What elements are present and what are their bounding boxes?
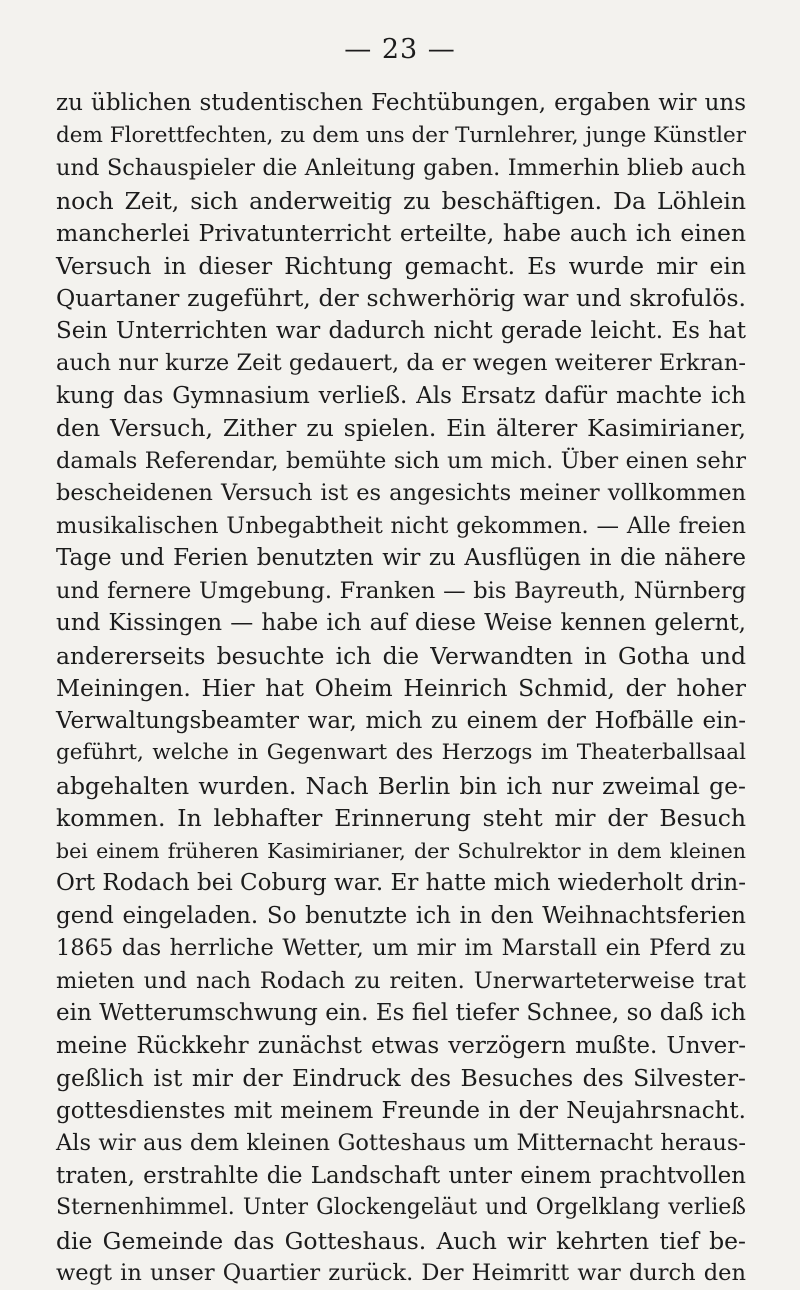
text-line: Sein Unterrichten war dadurch nicht gerade leicht. Es hat [56, 317, 746, 344]
text-line: und Kissingen — habe ich auf diese Weise kennen gelernt, [56, 610, 746, 636]
text-line: und fernere Umgebung. Franken — bis Bayreuth, Nürnberg [56, 577, 746, 604]
text-line: mancherlei Privatunterricht erteilte, habe auch ich einen [56, 219, 746, 247]
text-line: gend eingeladen. So benutzte ich in den Weihnachtsferien [56, 902, 746, 929]
text-line: und Schauspieler die Anleitung gaben. Immerhin blieb auch [56, 155, 746, 181]
text-line: Meiningen. Hier hat Oheim Heinrich Schmid, der hoher [56, 674, 746, 702]
text-line: gottesdienstes mit meinem Freunde in der Neujahrsnacht. [56, 1097, 746, 1124]
text-line: traten, erstrahlte die Landschaft unter einem prachtvollen [56, 1162, 746, 1189]
text-line: auch nur kurze Zeit gedauert, da er wegen weiterer Erkran- [56, 350, 746, 376]
text-line: noch Zeit, sich anderweitig zu beschäftigen. Da Löhlein [56, 186, 746, 215]
text-line: damals Referendar, bemühte sich um mich. Über einen sehr [56, 447, 746, 474]
text-line: musikalischen Unbegabtheit nicht gekommen. — Alle freien [56, 512, 746, 539]
text-line: Versuch in dieser Richtung gemacht. Es wurde mir ein [56, 251, 746, 280]
text-line: dem Florettfechten, zu dem uns der Turnlehrer, junge Künstler [56, 122, 746, 148]
text-line: mieten und nach Rodach zu reiten. Unerwarteterweise trat [56, 967, 746, 994]
text-line: Tage und Ferien benutzten wir zu Ausflügen in die nähere [56, 545, 746, 571]
text-line: bei einem früheren Kasimirianer, der Schulrektor in dem kleinen [56, 838, 746, 863]
text-line: ein Wetterumschwung ein. Es fiel tiefer Schnee, so daß ich [56, 1000, 746, 1026]
text-line: den Versuch, Zither zu spielen. Ein älterer Kasimirianer, [56, 414, 746, 442]
text-line: geführt, welche in Gegenwart des Herzogs im Theaterballsaal [56, 740, 746, 765]
text-line: Sternenhimmel. Unter Glockengeläut und Orgelklang verließ [56, 1195, 746, 1220]
text-line: geßlich ist mir der Eindruck des Besuches des Silvester- [56, 1064, 746, 1092]
text-line: abgehalten wurden. Nach Berlin bin ich nur zweimal ge- [56, 771, 746, 800]
text-line: Quartaner zugeführt, der schwerhörig war und skrofulös. [56, 284, 746, 312]
text-line: zu üblichen studentischen Fechtübungen, ergaben wir uns [56, 90, 746, 116]
text-line: die Gemeinde das Gotteshaus. Auch wir kehrten tief be- [56, 1226, 746, 1255]
text-line: Ort Rodach bei Coburg war. Er hatte mich wiederholt drin- [56, 870, 746, 896]
text-line: kommen. In lebhafter Erinnerung steht mir der Besuch [56, 804, 746, 832]
text-line: Als wir aus dem kleinen Gotteshaus um Mitternacht heraus- [56, 1130, 746, 1156]
text-line: kung das Gymnasium verließ. Als Ersatz dafür machte ich [56, 382, 746, 409]
text-line: Verwaltungsbeamter war, mich zu einem der Hofbälle ein- [56, 707, 746, 734]
text-line: 1865 das herrliche Wetter, um mir im Marstall ein Pferd zu [56, 935, 746, 961]
text-line: andererseits besuchte ich die Verwandten in Gotha und [56, 641, 746, 670]
page-number: — 23 — [344, 34, 456, 65]
text-line: wegt in unser Quartier zurück. Der Heimritt war durch den [56, 1260, 746, 1286]
text-line: meine Rückkehr zunächst etwas verzögern mußte. Unver- [56, 1032, 746, 1059]
text-line: bescheidenen Versuch ist es angesichts meiner vollkommen [56, 480, 746, 506]
body-text [56, 87, 746, 1290]
